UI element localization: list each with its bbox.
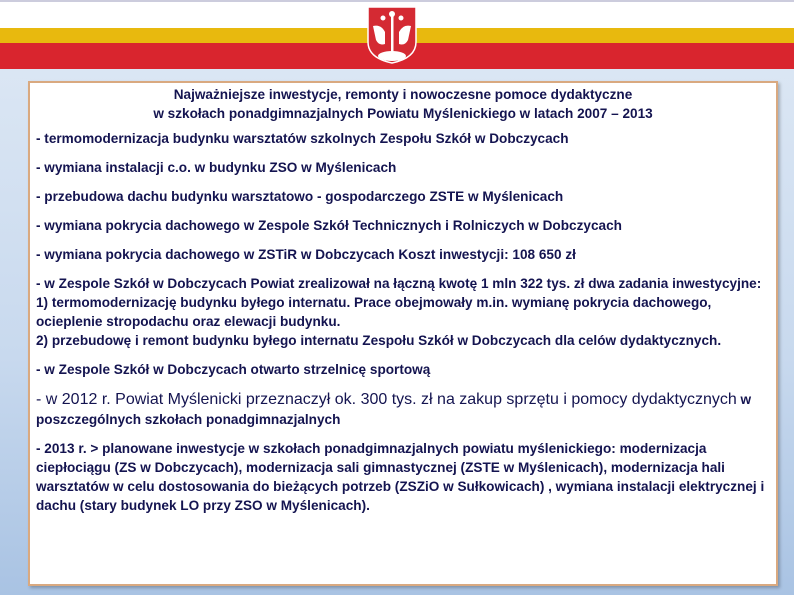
pomoce-suffix: w poszczególnych szkołach ponadgimnazjalnych: [36, 392, 752, 427]
slide-title: [36, 85, 770, 123]
list-item-pomoce: [36, 389, 770, 429]
list-item: - wymiana instalacji c.o. w budynku ZSO w Myślenicach: [36, 160, 397, 175]
content-box: [28, 81, 778, 586]
dobczyce-task-1: 1) termomodernizację budynku byłego internatu. Prace obejmowały m.in. wymianę pokrycia dachowego, ocieplenie stropodachu oraz elewacji budynku.: [36, 295, 712, 329]
list-item: - w Zespole Szkół w Dobczycach otwarto strzelnicę sportową: [36, 362, 431, 377]
list-item: - wymiana pokrycia dachowego w Zespole Szkół Technicznych i Rolniczych w Dobczycach: [36, 218, 622, 233]
list-item-dobczyce: [36, 274, 770, 350]
coat-of-arms-logo: [367, 6, 417, 64]
title-line-2: w szkołach ponadgimnazjalnych Powiatu Myślenickiego w latach 2007 – 2013: [153, 106, 653, 121]
dobczyce-task-2: 2) przebudowę i remont budynku byłego internatu Zespołu Szkół w Dobczycach dla celów dydaktycznych.: [36, 333, 722, 348]
list-item: - wymiana pokrycia dachowego w ZSTiR w Dobczycach Koszt inwestycji: 108 650 zł: [36, 247, 576, 262]
list-item: - przebudowa dachu budynku warsztatowo - gospodarczego ZSTE w Myślenicach: [36, 189, 564, 204]
list-item: - termomodernizacja budynku warsztatów szkolnych Zespołu Szkół w Dobczycach: [36, 131, 569, 146]
title-line-1: Najważniejsze inwestycje, remonty i nowoczesne pomoce dydaktyczne: [173, 87, 633, 102]
dobczyce-intro: - w Zespole Szkół w Dobczycach Powiat zrealizował na łączną kwotę 1 mln 322 tys. zł dwa zadania inwestycyjne:: [36, 276, 762, 291]
list-item-plan-2013: - 2013 r. > planowane inwestycje w szkołach ponadgimnazjalnych powiatu myślenickiego: modernizacja ciepłociągu (ZS w Dobczycach), modernizacja sali gimnastycznej (ZSTE w Myślenicach), modernizacja hali warsztatów w celu dostosowania do bieżących potrzeb (ZSZiO w Sułkowicach) , wymiana instalacji elektrycznej i dachu (stary budynek LO przy ZSO w Myślenicach).: [36, 441, 765, 513]
pomoce-text: - w 2012 r. Powiat Myślenicki przeznaczył ok. 300 tys. zł na zakup sprzętu i pomocy dydaktycznych: [36, 391, 737, 408]
